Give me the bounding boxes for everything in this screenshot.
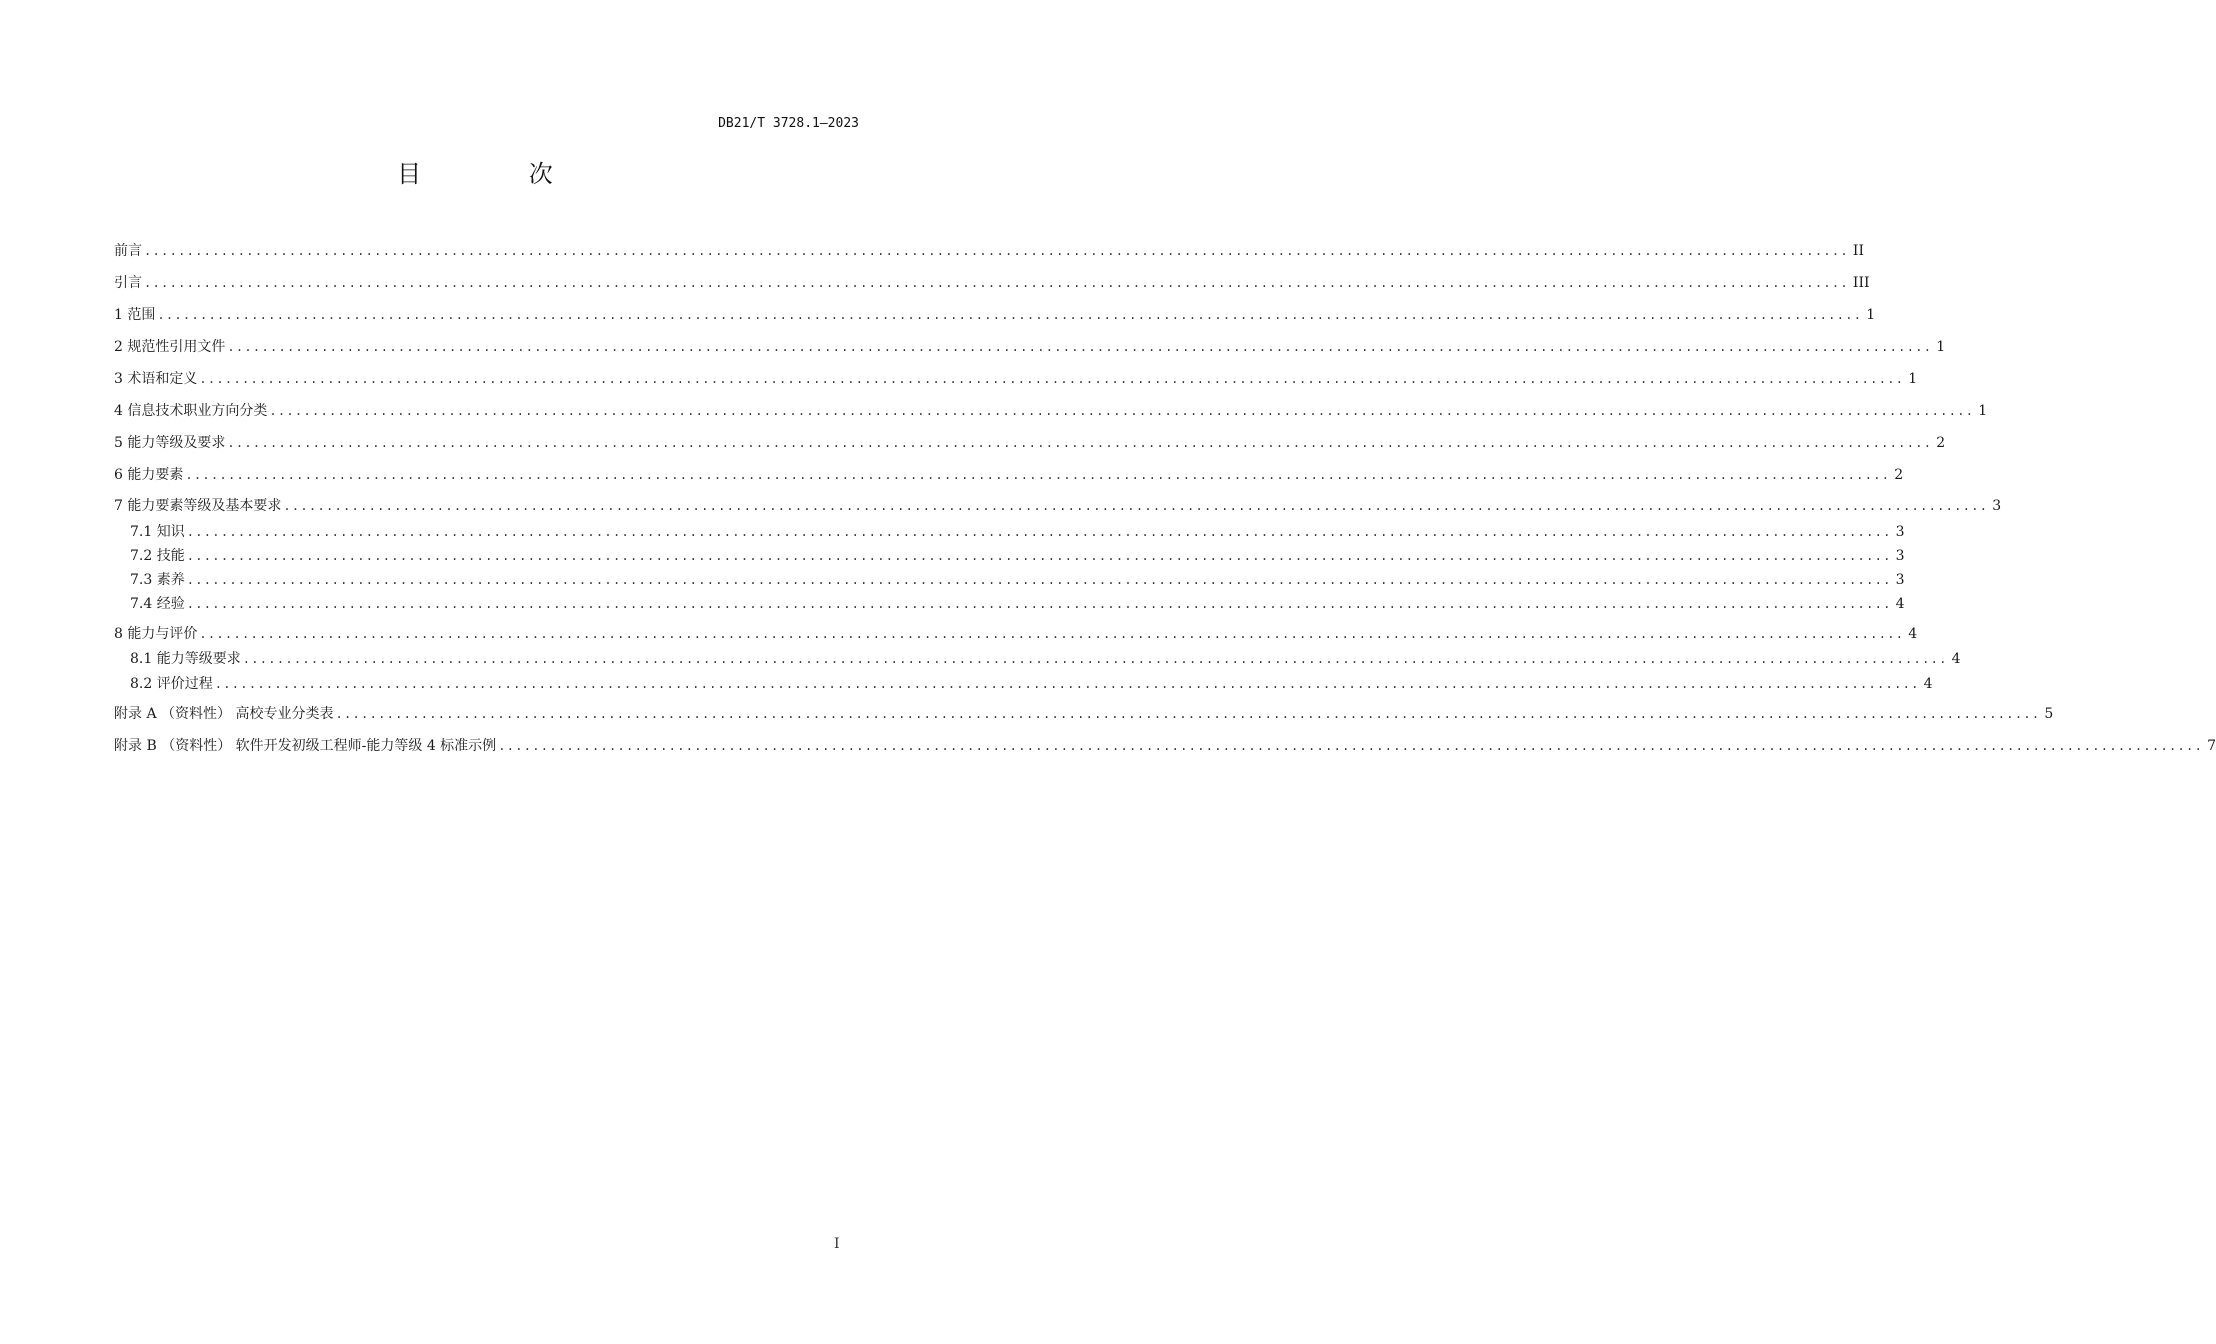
- toc-entry[interactable]: [114, 273, 1870, 293]
- toc-leader-dots: ........................................................................................................................................................................................................: [186, 549, 1892, 563]
- toc-entry-page: 7: [2207, 738, 2216, 754]
- toc-entry-label: 8 能力与评价: [114, 626, 198, 642]
- toc-entry-label: 7 能力要素等级及基本要求: [114, 498, 282, 514]
- toc-entry-page: 4: [1923, 676, 1933, 692]
- toc-entry-page: II: [1852, 243, 1864, 259]
- toc-entry[interactable]: [114, 624, 1918, 644]
- toc-leader-dots: ........................................................................................................................................................................................................: [157, 308, 1863, 322]
- toc-subentry[interactable]: [130, 649, 1961, 669]
- toc-entry-label: 7.3 素养: [130, 572, 185, 588]
- toc-entry[interactable]: [114, 433, 1946, 453]
- toc-leader-dots: ........................................................................................................................................................................................................: [269, 404, 1975, 418]
- toc-entry-label: 引言: [114, 275, 142, 291]
- toc-entry-page: 4: [1895, 596, 1905, 612]
- toc-entry-label: 6 能力要素: [114, 467, 184, 483]
- toc-entry[interactable]: [114, 465, 1904, 485]
- toc-leader-dots: ........................................................................................................................................................................................................: [144, 244, 1849, 258]
- toc-entry-label: 前言: [114, 243, 142, 259]
- toc-entry-label: 附录 A （资料性） 高校专业分类表: [114, 706, 334, 722]
- toc-leader-dots: ........................................................................................................................................................................................................: [144, 276, 1849, 290]
- toc-leader-dots: ........................................................................................................................................................................................................: [185, 468, 1891, 482]
- toc-entry-label: 7.1 知识: [130, 524, 185, 540]
- page-number: I: [834, 1236, 840, 1252]
- toc-entry[interactable]: [114, 401, 1988, 421]
- toc-leader-dots: ........................................................................................................................................................................................................: [199, 627, 1905, 641]
- toc-entry-page: 2: [1936, 435, 1946, 451]
- toc-leader-dots: ........................................................................................................................................................................................................: [199, 372, 1905, 386]
- toc-entry[interactable]: [114, 704, 2054, 724]
- toc-entry-page: 1: [1908, 371, 1918, 387]
- toc-leader-dots: ........................................................................................................................................................................................................: [498, 739, 2204, 753]
- toc-entry-page: 3: [1895, 572, 1905, 588]
- toc-entry-page: III: [1852, 275, 1870, 291]
- toc-entry-label: 4 信息技术职业方向分类: [114, 403, 268, 419]
- toc-leader-dots: ........................................................................................................................................................................................................: [335, 707, 2041, 721]
- toc-leader-dots: ........................................................................................................................................................................................................: [242, 652, 1948, 666]
- toc-leader-dots: ........................................................................................................................................................................................................: [227, 436, 1933, 450]
- toc-entry-label: 3 术语和定义: [114, 371, 198, 387]
- toc-entry-page: 4: [1908, 626, 1918, 642]
- toc-entry-page: 3: [1992, 498, 2002, 514]
- toc-entry-page: 3: [1895, 548, 1905, 564]
- toc-entry[interactable]: [114, 736, 2216, 756]
- toc-subentry[interactable]: [130, 674, 1933, 694]
- toc-leader-dots: ........................................................................................................................................................................................................: [214, 677, 1920, 691]
- toc-entry-page: 1: [1936, 339, 1946, 355]
- toc-entry[interactable]: [114, 305, 1876, 325]
- toc-entry[interactable]: [114, 369, 1918, 389]
- toc-entry-label: 2 规范性引用文件: [114, 339, 226, 355]
- toc-subentry[interactable]: [130, 570, 1905, 590]
- toc-leader-dots: ........................................................................................................................................................................................................: [186, 573, 1892, 587]
- toc-entry[interactable]: [114, 241, 1864, 261]
- toc-entry-label: 7.4 经验: [130, 596, 185, 612]
- toc-leader-dots: ........................................................................................................................................................................................................: [283, 499, 1989, 513]
- toc-entry-label: 8.1 能力等级要求: [130, 651, 241, 667]
- toc-subentry[interactable]: [130, 546, 1905, 566]
- document-code: DB21/T 3728.1—2023: [718, 116, 859, 131]
- toc-entry-page: 2: [1894, 467, 1904, 483]
- toc-entry-page: 4: [1951, 651, 1961, 667]
- toc-subentry[interactable]: [130, 522, 1905, 542]
- toc-subentry[interactable]: [130, 594, 1905, 614]
- toc-entry[interactable]: [114, 337, 1946, 357]
- toc-entry[interactable]: [114, 496, 2002, 516]
- toc-entry-page: 1: [1866, 307, 1876, 323]
- toc-leader-dots: ........................................................................................................................................................................................................: [186, 597, 1892, 611]
- toc-leader-dots: ........................................................................................................................................................................................................: [227, 340, 1933, 354]
- toc-entry-label: 1 范围: [114, 307, 156, 323]
- toc-entry-label: 8.2 评价过程: [130, 676, 213, 692]
- toc-entry-label: 附录 B （资料性） 软件开发初级工程师-能力等级 4 标准示例: [114, 738, 497, 754]
- toc-entry-page: 5: [2044, 706, 2054, 722]
- toc-entry-label: 7.2 技能: [130, 548, 185, 564]
- toc-leader-dots: ........................................................................................................................................................................................................: [186, 525, 1892, 539]
- toc-title: 目 次: [397, 160, 603, 188]
- toc-entry-page: 3: [1895, 524, 1905, 540]
- toc-entry-label: 5 能力等级及要求: [114, 435, 226, 451]
- toc-entry-page: 1: [1978, 403, 1988, 419]
